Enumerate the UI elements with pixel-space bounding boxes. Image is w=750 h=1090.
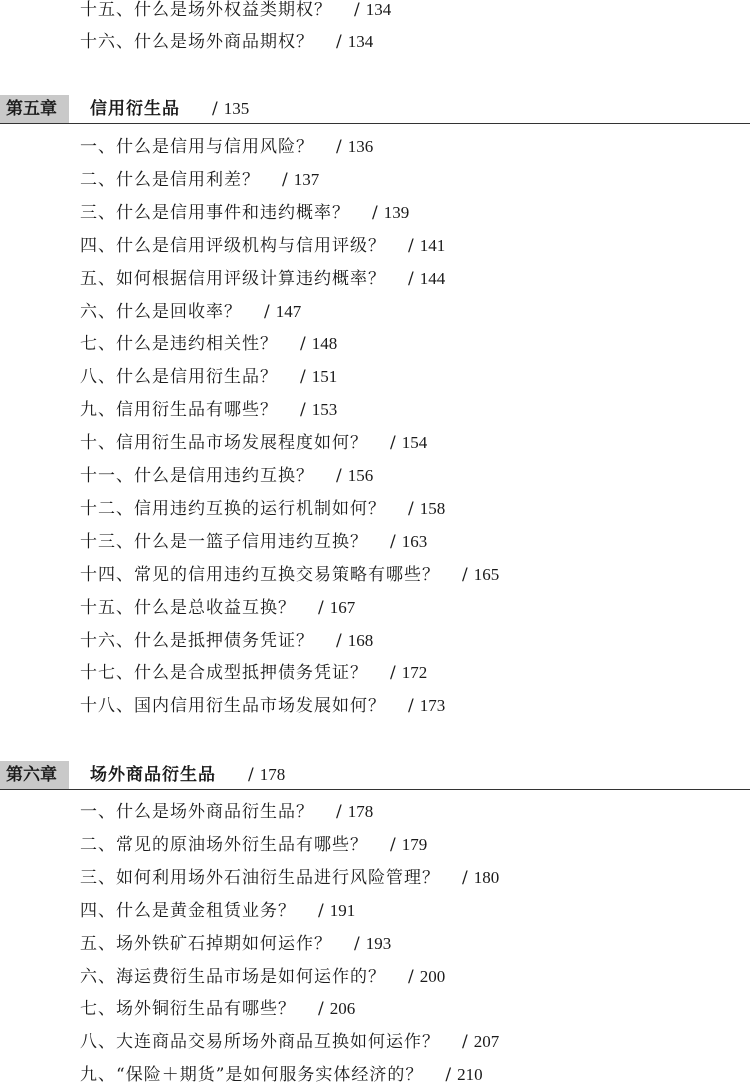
entry-page: 148 (311, 334, 338, 354)
entry-text: 一、什么是信用与信用风险？ (80, 137, 314, 157)
entry-page: 173 (419, 696, 446, 716)
toc-entry[interactable] (80, 132, 373, 162)
toc-entry[interactable] (80, 198, 409, 228)
toc-entry[interactable] (80, 593, 355, 623)
chapter-heading[interactable] (0, 761, 750, 790)
entry-separator: / (318, 999, 324, 1020)
entry-separator: / (408, 235, 414, 256)
entry-page: 144 (419, 268, 446, 288)
entry-separator: / (336, 466, 342, 486)
entry-page: 178 (347, 802, 374, 821)
entry-page: 172 (401, 663, 428, 683)
entry-separator: / (408, 268, 414, 289)
entry-page: 200 (419, 966, 446, 986)
entry-separator: / (336, 802, 342, 822)
entry-text: 十八、国内信用衍生品市场发展如何？ (80, 696, 386, 717)
entry-separator: / (390, 834, 396, 855)
toc-entry[interactable] (80, 329, 337, 359)
entry-text: 十三、什么是一篮子信用违约互换？ (80, 531, 368, 552)
chapter-separator: / 178 (248, 765, 286, 785)
entry-separator: / (390, 531, 396, 552)
entry-text: 五、场外铁矿石掉期如何运作？ (80, 933, 332, 954)
entry-text: 十五、什么是总收益互换？ (80, 597, 296, 618)
toc-entry[interactable] (80, 231, 445, 261)
toc-entry[interactable] (80, 863, 499, 893)
toc-entry[interactable] (80, 527, 427, 557)
entry-text: 一、什么是场外商品衍生品？ (80, 802, 314, 822)
entry-text: 五、如何根据信用评级计算违约概率？ (80, 268, 386, 289)
entry-separator: / (282, 169, 288, 190)
entry-text: 八、大连商品交易所场外商品互换如何运作？ (80, 1032, 440, 1053)
entry-separator: / (354, 0, 360, 20)
entry-separator: / (445, 1065, 452, 1086)
toc-entry[interactable] (80, 626, 373, 656)
toc-entry[interactable] (80, 1027, 499, 1057)
entry-page: 158 (419, 498, 446, 518)
entry-page: 210 (457, 1065, 483, 1085)
entry-page: 139 (383, 202, 410, 222)
chapter-title: 信用衍生品 (90, 99, 180, 119)
entry-text: 十四、常见的信用违约互换交易策略有哪些？ (80, 564, 440, 585)
entry-text: 十六、什么是抵押债务凭证？ (80, 630, 314, 651)
entry-separator: / (408, 966, 414, 987)
entry-text: 七、什么是违约相关性？ (80, 334, 278, 355)
toc-entry[interactable] (80, 362, 337, 392)
entry-page: 191 (329, 900, 356, 920)
chapter-title: 场外商品衍生品 (90, 765, 216, 785)
toc-entry[interactable] (80, 264, 445, 294)
entry-text: 四、什么是信用评级机构与信用评级？ (80, 235, 386, 256)
entry-separator: / (300, 367, 306, 388)
toc-entry[interactable] (80, 494, 445, 524)
entry-page: 137 (293, 169, 320, 189)
toc-entry[interactable] (80, 0, 391, 25)
entry-separator: / (372, 202, 378, 223)
chapter-separator: / 135 (212, 99, 250, 119)
entry-separator: / (462, 867, 468, 888)
entry-text: 四、什么是黄金租赁业务？ (80, 900, 296, 921)
entry-page: 167 (329, 597, 356, 617)
toc-entry[interactable] (80, 1060, 483, 1090)
entry-page: 168 (347, 630, 374, 650)
toc-entry[interactable] (80, 929, 391, 959)
entry-page: 180 (473, 867, 500, 887)
entry-page: 134 (347, 32, 374, 51)
entry-page: 163 (401, 531, 428, 551)
entry-page: 147 (275, 301, 302, 321)
toc-entry[interactable] (80, 691, 445, 721)
toc-entry[interactable] (80, 994, 355, 1024)
entry-page: 207 (473, 1032, 500, 1052)
entry-separator: / (354, 933, 360, 954)
entry-text: 九、“保险＋期货”是如何服务实体经济的？ (80, 1065, 424, 1086)
entry-text: 三、如何利用场外石油衍生品进行风险管理？ (80, 867, 440, 888)
toc-entry[interactable] (80, 27, 373, 57)
entry-text: 十一、什么是信用违约互换？ (80, 466, 314, 486)
entry-text: 二、什么是信用利差？ (80, 169, 260, 190)
entry-text: 六、什么是回收率？ (80, 301, 242, 322)
toc-entry[interactable] (80, 797, 373, 827)
entry-page: 156 (347, 466, 374, 485)
entry-separator: / (318, 900, 324, 921)
entry-page: 154 (401, 433, 428, 453)
chapter-heading[interactable] (0, 95, 750, 124)
toc-entry[interactable] (80, 395, 337, 425)
entry-text: 十六、什么是场外商品期权？ (80, 32, 314, 52)
entry-text: 二、常见的原油场外衍生品有哪些？ (80, 834, 368, 855)
entry-separator: / (462, 1032, 468, 1053)
toc-entry[interactable] (80, 560, 499, 590)
entry-separator: / (336, 32, 342, 52)
toc-entry[interactable] (80, 461, 373, 491)
entry-text: 七、场外铜衍生品有哪些？ (80, 999, 296, 1020)
toc-entry[interactable] (80, 297, 301, 327)
entry-text: 十二、信用违约互换的运行机制如何？ (80, 498, 386, 519)
chapter-number: 第五章 (0, 95, 69, 123)
entry-page: 136 (347, 137, 374, 156)
entry-separator: / (390, 663, 396, 684)
entry-page: 134 (365, 0, 392, 19)
entry-separator: / (336, 137, 342, 157)
toc-entry[interactable] (80, 896, 355, 926)
entry-page: 206 (329, 999, 356, 1019)
entry-text: 三、什么是信用事件和违约概率？ (80, 202, 350, 223)
entry-separator: / (318, 597, 324, 618)
entry-page: 193 (365, 933, 392, 953)
toc-entry[interactable] (80, 658, 427, 688)
chapter-page: 135 (223, 99, 250, 118)
entry-text: 九、信用衍生品有哪些？ (80, 400, 278, 421)
entry-page: 179 (401, 834, 428, 854)
entry-text: 十、信用衍生品市场发展程度如何？ (80, 433, 368, 454)
entry-separator: / (408, 696, 414, 717)
toc-entry[interactable] (80, 428, 427, 458)
entry-separator: / (408, 498, 414, 519)
entry-separator: / (462, 564, 468, 585)
toc-entry[interactable] (80, 830, 427, 860)
entry-page: 165 (473, 564, 500, 584)
toc-entry[interactable] (80, 962, 445, 992)
entry-page: 141 (419, 235, 446, 255)
entry-text: 十五、什么是场外权益类期权？ (80, 0, 332, 20)
entry-separator: / (264, 301, 270, 322)
chapter-number: 第六章 (0, 761, 69, 789)
entry-text: 十七、什么是合成型抵押债务凭证？ (80, 663, 368, 684)
entry-separator: / (390, 433, 396, 454)
entry-separator: / (300, 400, 306, 421)
entry-separator: / (336, 630, 342, 651)
entry-separator: / (300, 334, 306, 355)
toc-entry[interactable] (80, 165, 319, 195)
entry-text: 六、海运费衍生品市场是如何运作的？ (80, 966, 386, 987)
entry-page: 151 (311, 367, 338, 387)
entry-text: 八、什么是信用衍生品？ (80, 367, 278, 388)
entry-page: 153 (311, 400, 338, 420)
chapter-page: 178 (259, 765, 286, 784)
